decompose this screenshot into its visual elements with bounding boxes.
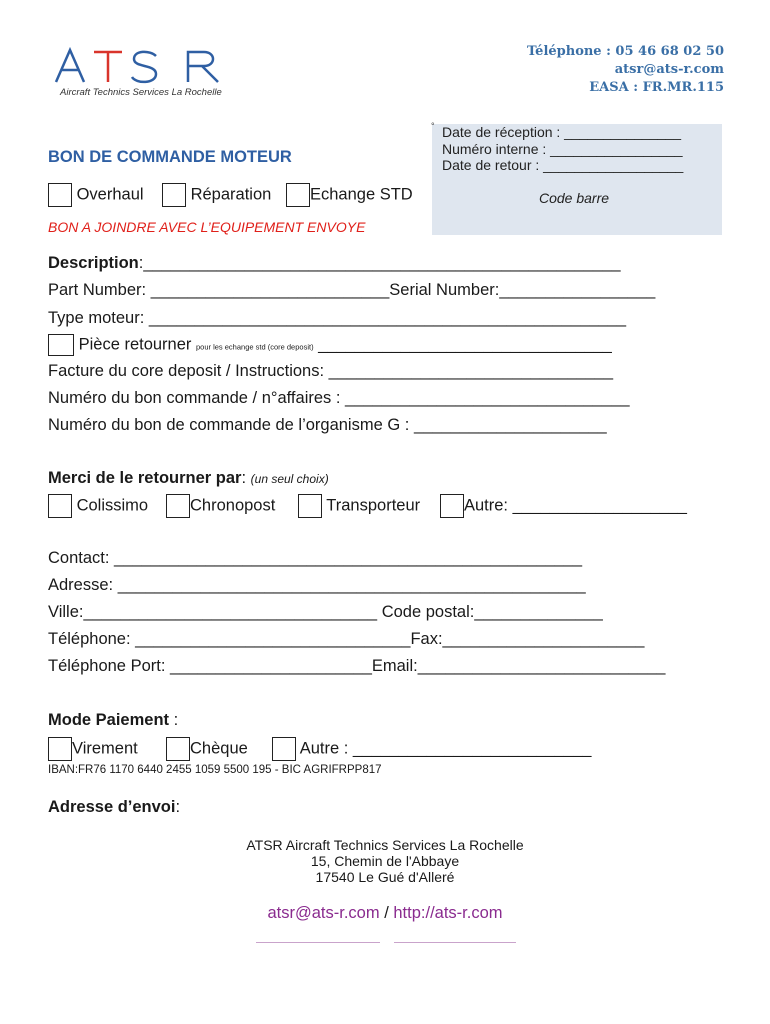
logo-graphic	[52, 44, 232, 88]
description-line: :____________________________________________________	[138, 254, 621, 272]
contact-field[interactable]: Contact: ___________________________________________________	[48, 549, 583, 567]
piece-label: Pièce retourner	[78, 335, 192, 354]
warning-text: BON A JOINDRE AVEC L’EQUIPEMENT ENVOYE	[48, 219, 366, 235]
payment-autre-checkbox[interactable]	[272, 737, 296, 761]
payment-autre-label: Autre : __________________________	[299, 739, 592, 758]
header-email[interactable]: atsr@ats-r.com	[614, 62, 724, 77]
transporteur-checkbox[interactable]	[298, 494, 322, 518]
numero-interne-field[interactable]: Numéro interne : _________________	[442, 141, 683, 157]
virement-checkbox[interactable]	[48, 737, 72, 761]
return-option-colissimo[interactable]	[48, 494, 148, 518]
logo-subtitle: Aircraft Technics Services La Rochelle	[60, 87, 222, 98]
cheque-label: Chèque	[190, 739, 248, 758]
service-option-overhaul[interactable]	[48, 183, 144, 207]
iban-text: IBAN:FR76 1170 6440 2455 1059 5500 195 - BIC AGRIFRPP817	[48, 764, 382, 776]
colissimo-checkbox[interactable]	[48, 494, 72, 518]
echange-checkbox[interactable]	[286, 183, 310, 207]
return-option-chronopost[interactable]	[166, 494, 275, 518]
overhaul-checkbox[interactable]	[48, 183, 72, 207]
numero-commande-field[interactable]: Numéro du bon commande / n°affaires : _______________________________	[48, 389, 630, 407]
piece-note: pour les echange std (core deposit)	[196, 342, 314, 352]
shipping-label: Adresse d’envoi	[48, 798, 176, 816]
piece-line: ________________________________	[318, 335, 612, 354]
chronopost-checkbox[interactable]	[166, 494, 190, 518]
company-logo	[52, 44, 232, 93]
return-colon: :	[241, 469, 251, 487]
shipping-heading	[48, 798, 180, 817]
numero-organisme-field[interactable]: Numéro du bon de commande de l’organisme G : _____________________	[48, 416, 607, 434]
header-phone: Téléphone : 05 46 68 02 50	[526, 44, 724, 59]
shipping-colon: :	[175, 798, 181, 816]
piece-checkbox[interactable]	[48, 334, 74, 356]
piece-retourner-field[interactable]	[48, 334, 612, 356]
description-field[interactable]	[48, 254, 621, 273]
adresse-field[interactable]: Adresse: ___________________________________________________	[48, 576, 586, 594]
date-retour-field[interactable]: Date de retour : __________________	[442, 157, 684, 173]
return-heading	[48, 469, 329, 488]
cheque-checkbox[interactable]	[166, 737, 190, 761]
footer-underline-left	[256, 942, 380, 943]
payment-colon: :	[169, 711, 179, 729]
payment-option-cheque[interactable]	[166, 737, 248, 761]
header-easa: EASA : FR.MR.115	[589, 80, 724, 95]
autre-checkbox[interactable]	[440, 494, 464, 518]
barcode-placeholder: Code barre	[539, 190, 610, 206]
autre-label: Autre: ___________________	[464, 496, 687, 515]
transporteur-label: Transporteur	[326, 496, 421, 515]
payment-label: Mode Paiement	[48, 711, 170, 729]
description-label: Description	[48, 254, 139, 272]
date-reception-field[interactable]: Date de réception : _______________	[442, 124, 681, 140]
shipping-address-line3: 17540 Le Gué d'Alleré	[315, 869, 455, 885]
telephone-port-field[interactable]: Téléphone Port: ______________________Email:___________________________	[48, 657, 666, 675]
footer-email-link[interactable]: atsr@ats-r.com	[267, 904, 380, 922]
service-option-echange[interactable]	[286, 183, 413, 207]
payment-option-autre[interactable]	[272, 737, 591, 761]
footer-underline-right	[394, 942, 516, 943]
telephone-field[interactable]: Téléphone: ______________________________Fax:______________________	[48, 630, 645, 648]
ville-field[interactable]: Ville:________________________________ Code postal:______________	[48, 603, 603, 621]
footer-website-link[interactable]: http://ats-r.com	[393, 904, 503, 922]
shipping-address-line1: ATSR Aircraft Technics Services La Rochelle	[246, 837, 524, 853]
reparation-label: Réparation	[190, 185, 272, 204]
return-option-autre[interactable]	[440, 494, 687, 518]
footer-links	[0, 904, 770, 923]
return-note: (un seul choix)	[250, 472, 329, 486]
payment-heading	[48, 711, 178, 730]
overhaul-label: Overhaul	[76, 185, 144, 204]
colissimo-label: Colissimo	[76, 496, 149, 515]
return-label: Merci de le retourner par	[48, 469, 242, 487]
chronopost-label: Chronopost	[190, 496, 276, 515]
echange-label: Echange STD	[310, 185, 413, 204]
panel-marker: °	[431, 121, 435, 131]
reparation-checkbox[interactable]	[162, 183, 186, 207]
shipping-address-line2: 15, Chemin de l'Abbaye	[310, 853, 460, 869]
type-moteur-field[interactable]: Type moteur: ____________________________________________________	[48, 309, 627, 327]
virement-label: Virement	[72, 739, 138, 758]
return-option-transporteur[interactable]	[298, 494, 420, 518]
footer-separator: /	[379, 904, 394, 922]
core-deposit-field[interactable]: Facture du core deposit / Instructions: _______________________________	[48, 362, 614, 380]
part-serial-field[interactable]: Part Number: __________________________Serial Number:_________________	[48, 281, 656, 299]
service-option-reparation[interactable]	[162, 183, 271, 207]
form-title: BON DE COMMANDE MOTEUR	[48, 148, 292, 166]
payment-option-virement[interactable]	[48, 737, 138, 761]
